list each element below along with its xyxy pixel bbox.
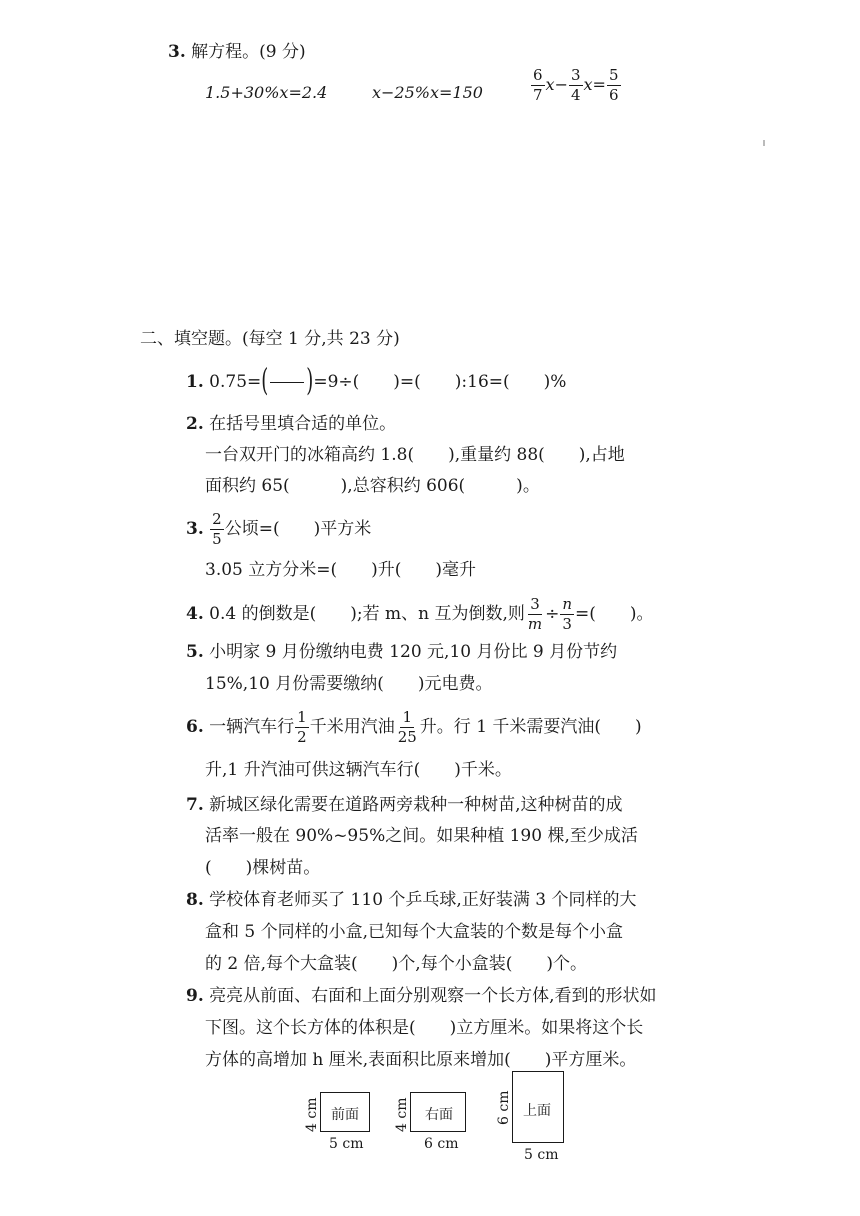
fill-q8-text1: 学校体育老师买了 110 个乒乓球,正好装满 3 个同样的大 xyxy=(209,890,637,910)
fill-q4-a: 0.4 的倒数是( );若 m、n 互为倒数,则 xyxy=(209,604,525,624)
fill-q2-line3: 面积约 65( ),总容积约 606( )。 xyxy=(205,476,540,496)
equation-2: x−25%x=150 xyxy=(372,83,483,102)
equation-3 xyxy=(530,68,622,103)
top-height-label: 6 cm xyxy=(496,1090,512,1125)
fill-q8-line1 xyxy=(186,892,636,909)
fill-q7-line1 xyxy=(186,797,623,814)
right-width-label: 6 cm xyxy=(424,1136,459,1152)
scan-speck xyxy=(763,140,765,146)
fill-q4 xyxy=(186,597,654,632)
fill-q9-line2: 下图。这个长方体的体积是( )立方厘米。如果将这个长 xyxy=(205,1018,644,1038)
fraction: $\frac{6}{7}$ xyxy=(533,66,543,104)
fraction: $\frac{1}{2}$ xyxy=(297,708,307,746)
fraction: $\frac{5}{6}$ xyxy=(608,66,619,104)
fill-q1-number: 1. xyxy=(186,372,204,392)
right-height-label: 4 cm xyxy=(394,1097,410,1132)
fill-q1: 1. 0.75=( )=9÷( )=( ):16=( )% xyxy=(186,363,567,399)
fill-q5-text1: 小明家 9 月份缴纳电费 120 元,10 月份比 9 月份节约 xyxy=(209,642,618,662)
fill-q3-text1: 公顷=( )平方米 xyxy=(224,519,372,539)
front-height-label: 4 cm xyxy=(304,1097,320,1132)
equation-1: 1.5+30%x=2.4 xyxy=(205,83,328,102)
fill-q2-number: 2. xyxy=(186,414,204,434)
equation-3-mid: x− xyxy=(545,75,568,94)
right-view-label: 右面 xyxy=(425,1107,453,1123)
answer-blank[interactable] xyxy=(270,382,304,383)
top-width-label: 5 cm xyxy=(524,1147,559,1163)
q3-heading xyxy=(168,44,306,61)
fill-q2-line2: 一台双开门的冰箱高约 1.8( ),重量约 88( ),占地 xyxy=(205,445,625,465)
fill-q7-line2: 活率一般在 90%~95%之间。如果种植 190 棵,至少成活 xyxy=(205,826,638,846)
divide-sign: ÷ xyxy=(545,604,560,624)
fraction: $\frac{1}{25}$ xyxy=(397,708,417,746)
fraction: $\frac{2}{5}$ xyxy=(212,510,222,548)
fill-q3-line1 xyxy=(186,512,371,547)
fraction: $\frac{n}{3}$ xyxy=(562,595,573,633)
fill-q7-number: 7. xyxy=(186,795,204,815)
fill-q5-number: 5. xyxy=(186,642,204,662)
fill-q3-line2: 3.05 立方分米=( )升( )毫升 xyxy=(205,560,477,580)
equation-3-after: x= xyxy=(583,75,606,94)
fill-q6-line2: 升,1 升汽油可供这辆汽车行( )千米。 xyxy=(205,760,512,780)
q3-title: 解方程。(9 分) xyxy=(191,42,306,62)
fill-q8-line3: 的 2 倍,每个大盒装( )个,每个小盒装( )个。 xyxy=(205,954,587,974)
fill-q9-line3: 方体的高增加 h 厘米,表面积比原来增加( )平方厘米。 xyxy=(205,1050,637,1070)
fill-q7-text1: 新城区绿化需要在道路两旁栽种一种树苗,这种树苗的成 xyxy=(209,795,623,815)
fill-q8-line2: 盒和 5 个同样的小盒,已知每个大盒装的个数是每个小盒 xyxy=(205,922,624,942)
fill-q4-b: =( )。 xyxy=(575,604,654,624)
fill-q6-number: 6. xyxy=(186,717,204,737)
fill-q6-line1 xyxy=(186,710,642,745)
front-width-label: 5 cm xyxy=(329,1136,364,1152)
fraction: $\frac{3}{m}$ xyxy=(527,595,543,633)
fill-q5-line1 xyxy=(186,644,617,661)
q3-number: 3. xyxy=(168,42,186,62)
fill-q2-line1 xyxy=(186,416,396,433)
fill-q6-c: 升。行 1 千米需要汽油( ) xyxy=(419,717,642,737)
fill-q6-b: 千米用汽油 xyxy=(309,717,395,737)
fill-q9-text1: 亮亮从前面、右面和上面分别观察一个长方体,看到的形状如 xyxy=(209,986,657,1006)
fill-q9-number: 9. xyxy=(186,986,204,1006)
fill-q1-b: =9÷( )=( ):16=( )% xyxy=(313,372,567,392)
fill-q3-number: 3. xyxy=(186,519,204,539)
section-2-title: 二、填空题。(每空 1 分,共 23 分) xyxy=(140,329,400,349)
front-view-label: 前面 xyxy=(331,1107,359,1123)
top-view-label: 上面 xyxy=(523,1103,551,1119)
fill-q6-a: 一辆汽车行 xyxy=(209,717,295,737)
fill-q5-line2: 15%,10 月份需要缴纳( )元电费。 xyxy=(205,674,493,694)
fill-q9-line1 xyxy=(186,988,657,1005)
fill-q4-number: 4. xyxy=(186,604,204,624)
fill-q8-number: 8. xyxy=(186,890,204,910)
fraction: $\frac{3}{4}$ xyxy=(570,66,581,104)
fill-q7-line3: ( )棵树苗。 xyxy=(205,858,321,878)
fill-q2-text1: 在括号里填合适的单位。 xyxy=(209,414,397,434)
fill-q1-a: 0.75= xyxy=(209,372,262,392)
